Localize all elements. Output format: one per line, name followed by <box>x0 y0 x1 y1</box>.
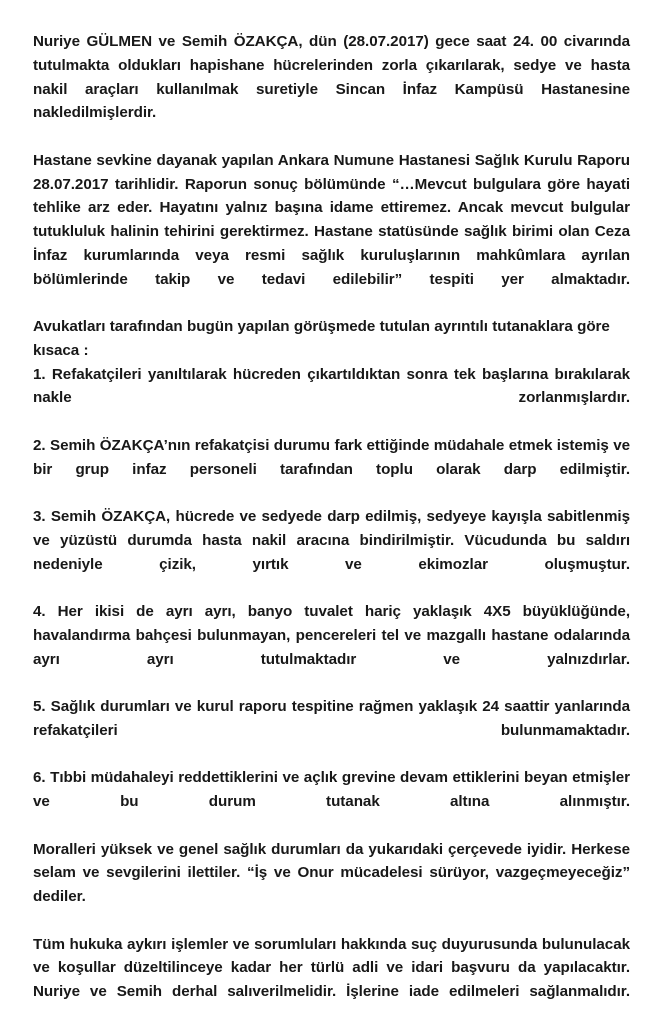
list-item-2: 2. Semih ÖZAKÇA’nın refakatçisi durumu fark ettiğinde müdahale etmek istemiş ve bir grup infaz personeli tarafından toplu olarak darp edilmiştir. <box>33 436 630 478</box>
paragraph-morale-statement: Moralleri yüksek ve genel sağlık durumları da yukarıdaki çerçevede iyidir. Herkese selam ve sevgilerini ilettiler. “İş ve Onur mücadelesi sürüyor, vazgeçmeyeceğiz” dediler. <box>33 840 630 905</box>
paragraph-lawyer-minutes-lead: Avukatları tarafından bugün yapılan görüşmede tutulan ayrıntılı tutanaklara göre kısaca : <box>33 318 610 359</box>
list-item-4: 4. Her ikisi de ayrı ayrı, banyo tuvalet hariç yaklaşık 4X5 büyüklüğünde, havalandırma bahçesi bulunmayan, pencereleri tel ve mazgallı hastane odalarında ayrı ayrı tutulmaktadır ve yalnızdırlar. <box>33 603 630 668</box>
list-item-3: 3. Semih ÖZAKÇA, hücrede ve sedyede darp edilmiş, sedyeye kayışla sabitlenmiş ve yüzüstü durumda hasta nakil aracına bindirilmiştir. Vücudunda bu saldırı nedeniyle çizik, yırtık ve ekimozlar oluşmuştur. <box>33 508 630 573</box>
document-body <box>33 30 630 1028</box>
paragraph-intro: Nuriye GÜLMEN ve Semih ÖZAKÇA, dün (28.07.2017) gece saat 24. 00 civarında tutulmakta oldukları hapishane hücrelerinden zorla çıkarılarak, sedye ve hasta nakil araçları kullanılmak suretiyle Sincan İnfaz Kampüsü Hastanesine nakledilmişlerdir. <box>33 33 630 122</box>
list-item-1: 1. Refakatçileri yanıltılarak hücreden çıkartıldıktan sonra tek başlarına bırakılarak nakle zorlanmışlardır. <box>33 365 630 407</box>
paragraph-legal-action-demand: Tüm hukuka aykırı işlemler ve sorumluları hakkında suç duyurusunda bulunulacak ve koşullar düzeltilinceye kadar her türlü adli ve idari başvuru da yapılacaktır. Nuriye ve Semih derhal salıverilmelidir. İşlerine iade edilmeleri sağlanmalıdır. <box>33 935 630 1000</box>
list-item-5: 5. Sağlık durumları ve kurul raporu tespitine rağmen yaklaşık 24 saattir yanlarında refakatçileri bulunmamaktadır. <box>33 698 630 739</box>
list-item-6: 6. Tıbbi müdahaleyi reddettiklerini ve açlık grevine devam ettiklerini beyan etmişler ve bu durum tutanak altına alınmıştır. <box>33 769 630 810</box>
paragraph-health-board-report: Hastane sevkine dayanak yapılan Ankara Numune Hastanesi Sağlık Kurulu Raporu 28.07.2017 tarihlidir. Raporun sonuç bölümünde “…Mevcut bulgulara göre hayati tehlike arz eder. Hayatını yalnız başına idame ettiremez. Ancak mevcut bulgular tutukluluk halinin tehirini gerektirmez. Hastane statüsünde sağlık birimi olan Ceza İnfaz kurumlarında veya resmi sağlık kuruluşlarının mahkûmlara ayrılan bölümlerinde takip ve tedavi edilebilir” tespiti yer almaktadır. <box>33 151 630 288</box>
